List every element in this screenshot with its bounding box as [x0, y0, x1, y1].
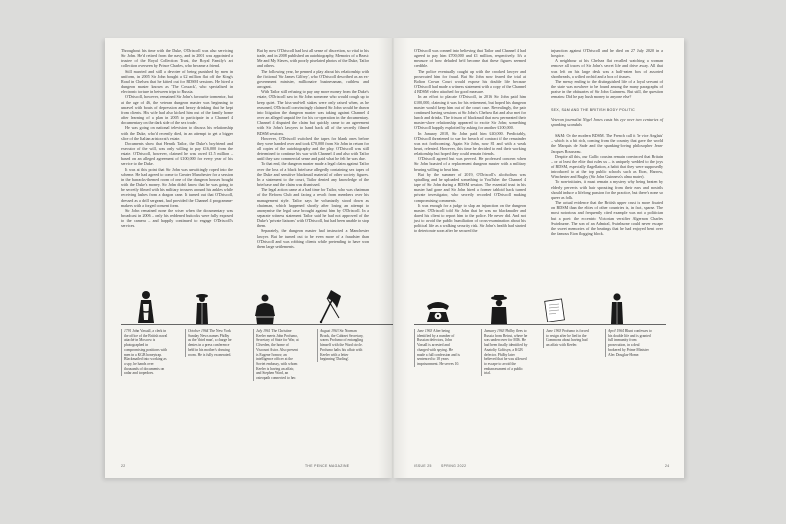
right-page — [393, 38, 684, 478]
profumo-umbrella-icon — [317, 288, 343, 324]
timeline-entry: April 1964 Blunt confesses to his double life and is granted full immunity from prosecution, in a deal brokered by Prime Minister Alec Douglas-Home. — [605, 329, 652, 357]
telephone-icon — [425, 300, 451, 322]
timeline-rule — [121, 324, 393, 325]
timeline-entry: 1791 John Vassall, a clerk in the office of the British naval attaché in Moscow is photographed in compromising positions with men in a KGB honeytrap. Blackmailed into working as a spy, he hands over thousands of documents on radar and torpedoes. — [121, 329, 168, 376]
left-column-1: Throughout his time with the Duke, O'Driscoll was also servicing Sir John. He'd retired from the navy, and in 2001 was appointed a trustee of the Royal Collection Trust, the Royal Family's art collection overseen by Prince Charles, who became a friend. Still married and still a devotee of being punished by men in uniform, in 2005 Sir John bought a £2 million flat off the King's Road in Chelsea that he kitted out for BDSM sessions. He hired a dungeon master known as 'The Cossack', who specialised in electronic torture in between trips to Russia. O'Driscoll, however, remained Sir John's favourite tormentor, but at the age of 46, the veteran dungeon master was beginning to unravel with bouts of depression and heavy drinking that he kept from clients. His wife had also kicked him out of the family home after learning of a plan in 2005 to participate in a Channel 4 documentary on the dark side of the sex trade. He was going on national television to discuss his relationship with the Duke, who'd recently died, in an attempt to get a bigger slice of the Italian aristocrat's estate. Documents show that Henrik Tailor, the Duke's boyfriend and executor of the will, was only willing to pay £16,000 from the estate. O'Driscoll, however, claimed he was owed £1.5 million – based on an alleged agreement of £100,000 for every year of his service to the Duke. It was at this point that Sir John was unwittingly roped into the scheme. He had agreed to come to Greater Manchester for a session in the barracks-themed room of one of the dungeon houses bought with the Duke's money. Sir John didn't know that he was going to be secretly filmed with his military trousers around his ankles while receiving lashes from a dragon cane. It turned out that O'Driscoll, dressed as a drill sergeant, had provided the Channel 4 programme-makers with a forged consent form. Sir John remained none the wiser when the documentary was broadcast in 2006 – only his reddened buttocks were fully exposed to the camera – and happily continued to engage O'Driscoll's services. — [121, 48, 233, 229]
timeline-entry: January 1963 Philby flees to Russia from Beirut, where he was undercover for MI6. He had been finally identified by Anatoliy Golitsyn, a KGB defector. Philby later believed that he was allowed to escape to avoid the embarrassment of a public trial. — [481, 329, 528, 376]
standfirst: Veteran journalist Nigel Jones casts his eye over two centuries of spanking scandals — [551, 116, 663, 127]
right-column-1: O'Driscoll was conned into believing that Tailor and Channel 4 had agreed to pay him £700,000 and £1 million, respectively. It's a measure of how deluded he'd become that these figures seemed credible. The police eventually caught up with the crooked lawyer and prosecuted him for fraud. But Sir John now feared the trial at Bolton Crown Court would expose his double life because O'Driscoll had made a witness statement with a copy of the Channel 4 BDSM video attached for good measure. In an effort to placate O'Driscoll, in 2016 Sir John paid him £100,000, claiming it was for his retirement, but hoped his dungeon master would keep him out of the court case. Revealingly, the pair continued having sessions at Sir John's Chelsea flat and also met for lunch and drinks. The frisson of blackmail that now permeated their master-slave relationship appeared to excite Sir John; something O'Driscoll happily exploited by asking for another £100,000. In January 2018, Sir John paid him £40,000. Predictably, O'Driscoll threatened to sue for breach of contract if the remainder was not forthcoming. Again Sir John, now 81 and with a weak heart, relented. However, this time he decided to end their working relationship but hoped they could remain friends. O'Driscoll agreed but was peeved. He professed concern when Sir John boasted of a replacement dungeon master with a military bearing willing to beat him. But by the summer of 2019, O'Driscoll's alcoholism was spiralling and he uploaded something to YouTube: the Channel 4 tape of Sir John during a BDSM session. The essential trust in his master had gone and Sir John hired a former tabloid hack turned private investigator, who secretly recorded O'Driscoll making compromising comments. It was enough for a judge to slap an injunction on the dungeon master. O'Driscoll told Sir John that he was no blackmailer and dared his client to report him to the police. He never did. And not just to avoid the public humiliation of cross-examination about his political life as a walking security risk. Sir John's health had started to deteriorate soon after he secured the — [414, 48, 526, 234]
timeline-entry: October 1964 The New York Sunday News names Philby as the 'third man', a charge he denies in a press conference held in his mother's drawing room. He is fully exonerated. — [185, 329, 232, 357]
vassall-figure-icon — [135, 290, 157, 324]
blunt-figure-icon — [609, 292, 625, 324]
timeline-entry: July 1961 The Christine Keeler meets John Profumo, Secretary of State for War, at Cliveden, the home of Viscount Astor. Also present is Eugene Ivanov, an intelligence officer at the Soviet embassy, with whom Keeler is having an affair, and Stephen Ward, an osteopath connected to her. — [253, 329, 300, 381]
left-column-2: But by now O'Driscoll had lost all sense of discretion, so vital to his trade, and in 2008 published an autobiography, Memoirs of a Beast: Me and My Slaves, with poorly pixelated photos of the Duke, Tailor and others. The following year, he penned a play about his relationship with the fictional 'Sir James Gilfrey', who O'Driscoll described as an ex-government minister, millionaire businessman, ruthless and arrogant. With Tailor still refusing to pay any more money from the Duke's estate, O'Driscoll saw in Sir John someone who would cough up to keep quiet. The kiss-and-tell stakes were only raised when, as he reasoned, O'Driscoll convincingly claimed Sir John would be drawn into litigation the dungeon master was taking against Channel 4 over an alleged unpaid fee for his co-operation in the documentary. Channel 4 disputed the claim but quickly came to an agreement with Sir John's lawyers to hand back all of the secretly filmed BDSM sessions. However, O'Driscoll switched the tapes for blank ones before they were handed over and took £70,000 from Sir John in return for all copies of the autobiography and the play. O'Driscoll was still determined to continue his war with Channel 4 and also with Tailor until they saw commercial sense and paid what he felt he was due. To that end, the dungeon master made a legal claim against Tailor over the loss of a black briefcase allegedly containing sex tapes of the Duke and sensitive blackmail material of other society figures. In a statement to the court, Tailor denied any knowledge of the briefcase and the claim was dismissed. The legal action came at a bad time for Tailor, who was chairman of the Reform Club and facing a revolt from members over his management style. Tailor says he voluntarily stood down as chairman, which happened shortly after losing an attempt to anonymise the legal case brought against him by O'Driscoll. In a separate witness statement Tailor said he had not approved of the Duke's 'private liaisons' with O'Driscoll, but had been unable to stop them. Separately, the dungeon master had instructed a Manchester lawyer. But he turned out to be even more of a fraudster than O'Driscoll and was robbing clients while pretending to have won them large settlements. — [257, 48, 369, 249]
left-page — [105, 38, 393, 478]
folio-issue: ISSUE 25 — [414, 464, 432, 468]
folio-season: SPRING 2022 — [441, 464, 467, 468]
keeler-figure-icon — [253, 294, 277, 324]
philby-hat-figure-icon — [489, 294, 509, 324]
folio-page-number: 24 — [665, 464, 670, 468]
timeline-entry: June 1963 Profumo is forced to resign after he lied in the Commons about having had an affair with Keeler. — [543, 329, 590, 348]
folio-page-number: 22 — [121, 464, 126, 468]
timeline-rule — [414, 324, 666, 325]
timeline-entry: June 1963 After being identified by a number of Russian defectors, John Vassall is arrested and charged with spying. He made a full confession and is sentenced to 18 years imprisonment. He serves 10. — [414, 329, 461, 367]
philby-figure-icon — [193, 292, 211, 324]
timeline-entry: August 1963 Sir Norman Brook, the Cabinet Secretary, warns Profumo of entangling himself with the Ward circle. Profumo halts his affair with Keeler with a letter beginning 'Darling'. — [317, 329, 364, 362]
section-heading: SEX, S&M AND THE BRITISH BODY POLITIC — [551, 107, 636, 112]
right-column-2: injunction against O'Driscoll and he died on 27 July 2020 in a hospice. A neighbour at his Chelsea flat recalled watching a woman remove all traces of Sir John's secret life and drive away. All that was left on his large desk was a half-eaten box of assorted shortbreads, a wilted orchid and a box of tissues. The messy ending to the distinguished life of a loyal servant of the state was nowhere to be found among the many paragraphs of praise in the obituaries of Sir John Guinness. But still, the question remains: Did he pay hush money to anyone else? SEX, S&M AND THE BRITISH BODY POLITIC Veteran journalist Nigel Jones casts his eye over two centuries of spanking scandals S&M: Or the modern BDSM. The French call it 'le vice Anglais' – which is a bit rich, coming from the country that gave the world the Marquis de Sade and the spanking-loving philosopher Jean-Jacques Rousseau. Despite all this, our Gallic cousins remain convinced that Britain – or at least the elite that rules us – is uniquely wedded to the joys of BDSM, especially flagellation, a habit that they were supposedly introduced to at the top public schools such as Eton, Harrow, Winchester and Rugby (Sir John Guinness's alma mater). To non-initiates, it must remain a mystery why being beaten by elderly perverts with hair sprouting from their ears and nostrils should induce a lifelong passion for the practice, but there's none so queer as folk. The actual evidence that the British upper crust is more fixated on BDSM than the elites of other countries is, in fact, sparse. The most notorious and frequently cited example was not a politician but a poet: the eccentric Victorian versifier Algernon Charles Swinburne. The son of an Admiral, Swinburne could never escape the sweet memories of the beatings that he had enjoyed bent over the famous Eton flogging block. — [551, 48, 663, 236]
resignation-letter-icon — [543, 298, 567, 322]
folio-title: THE PENCE MAGAZINE — [305, 464, 350, 468]
